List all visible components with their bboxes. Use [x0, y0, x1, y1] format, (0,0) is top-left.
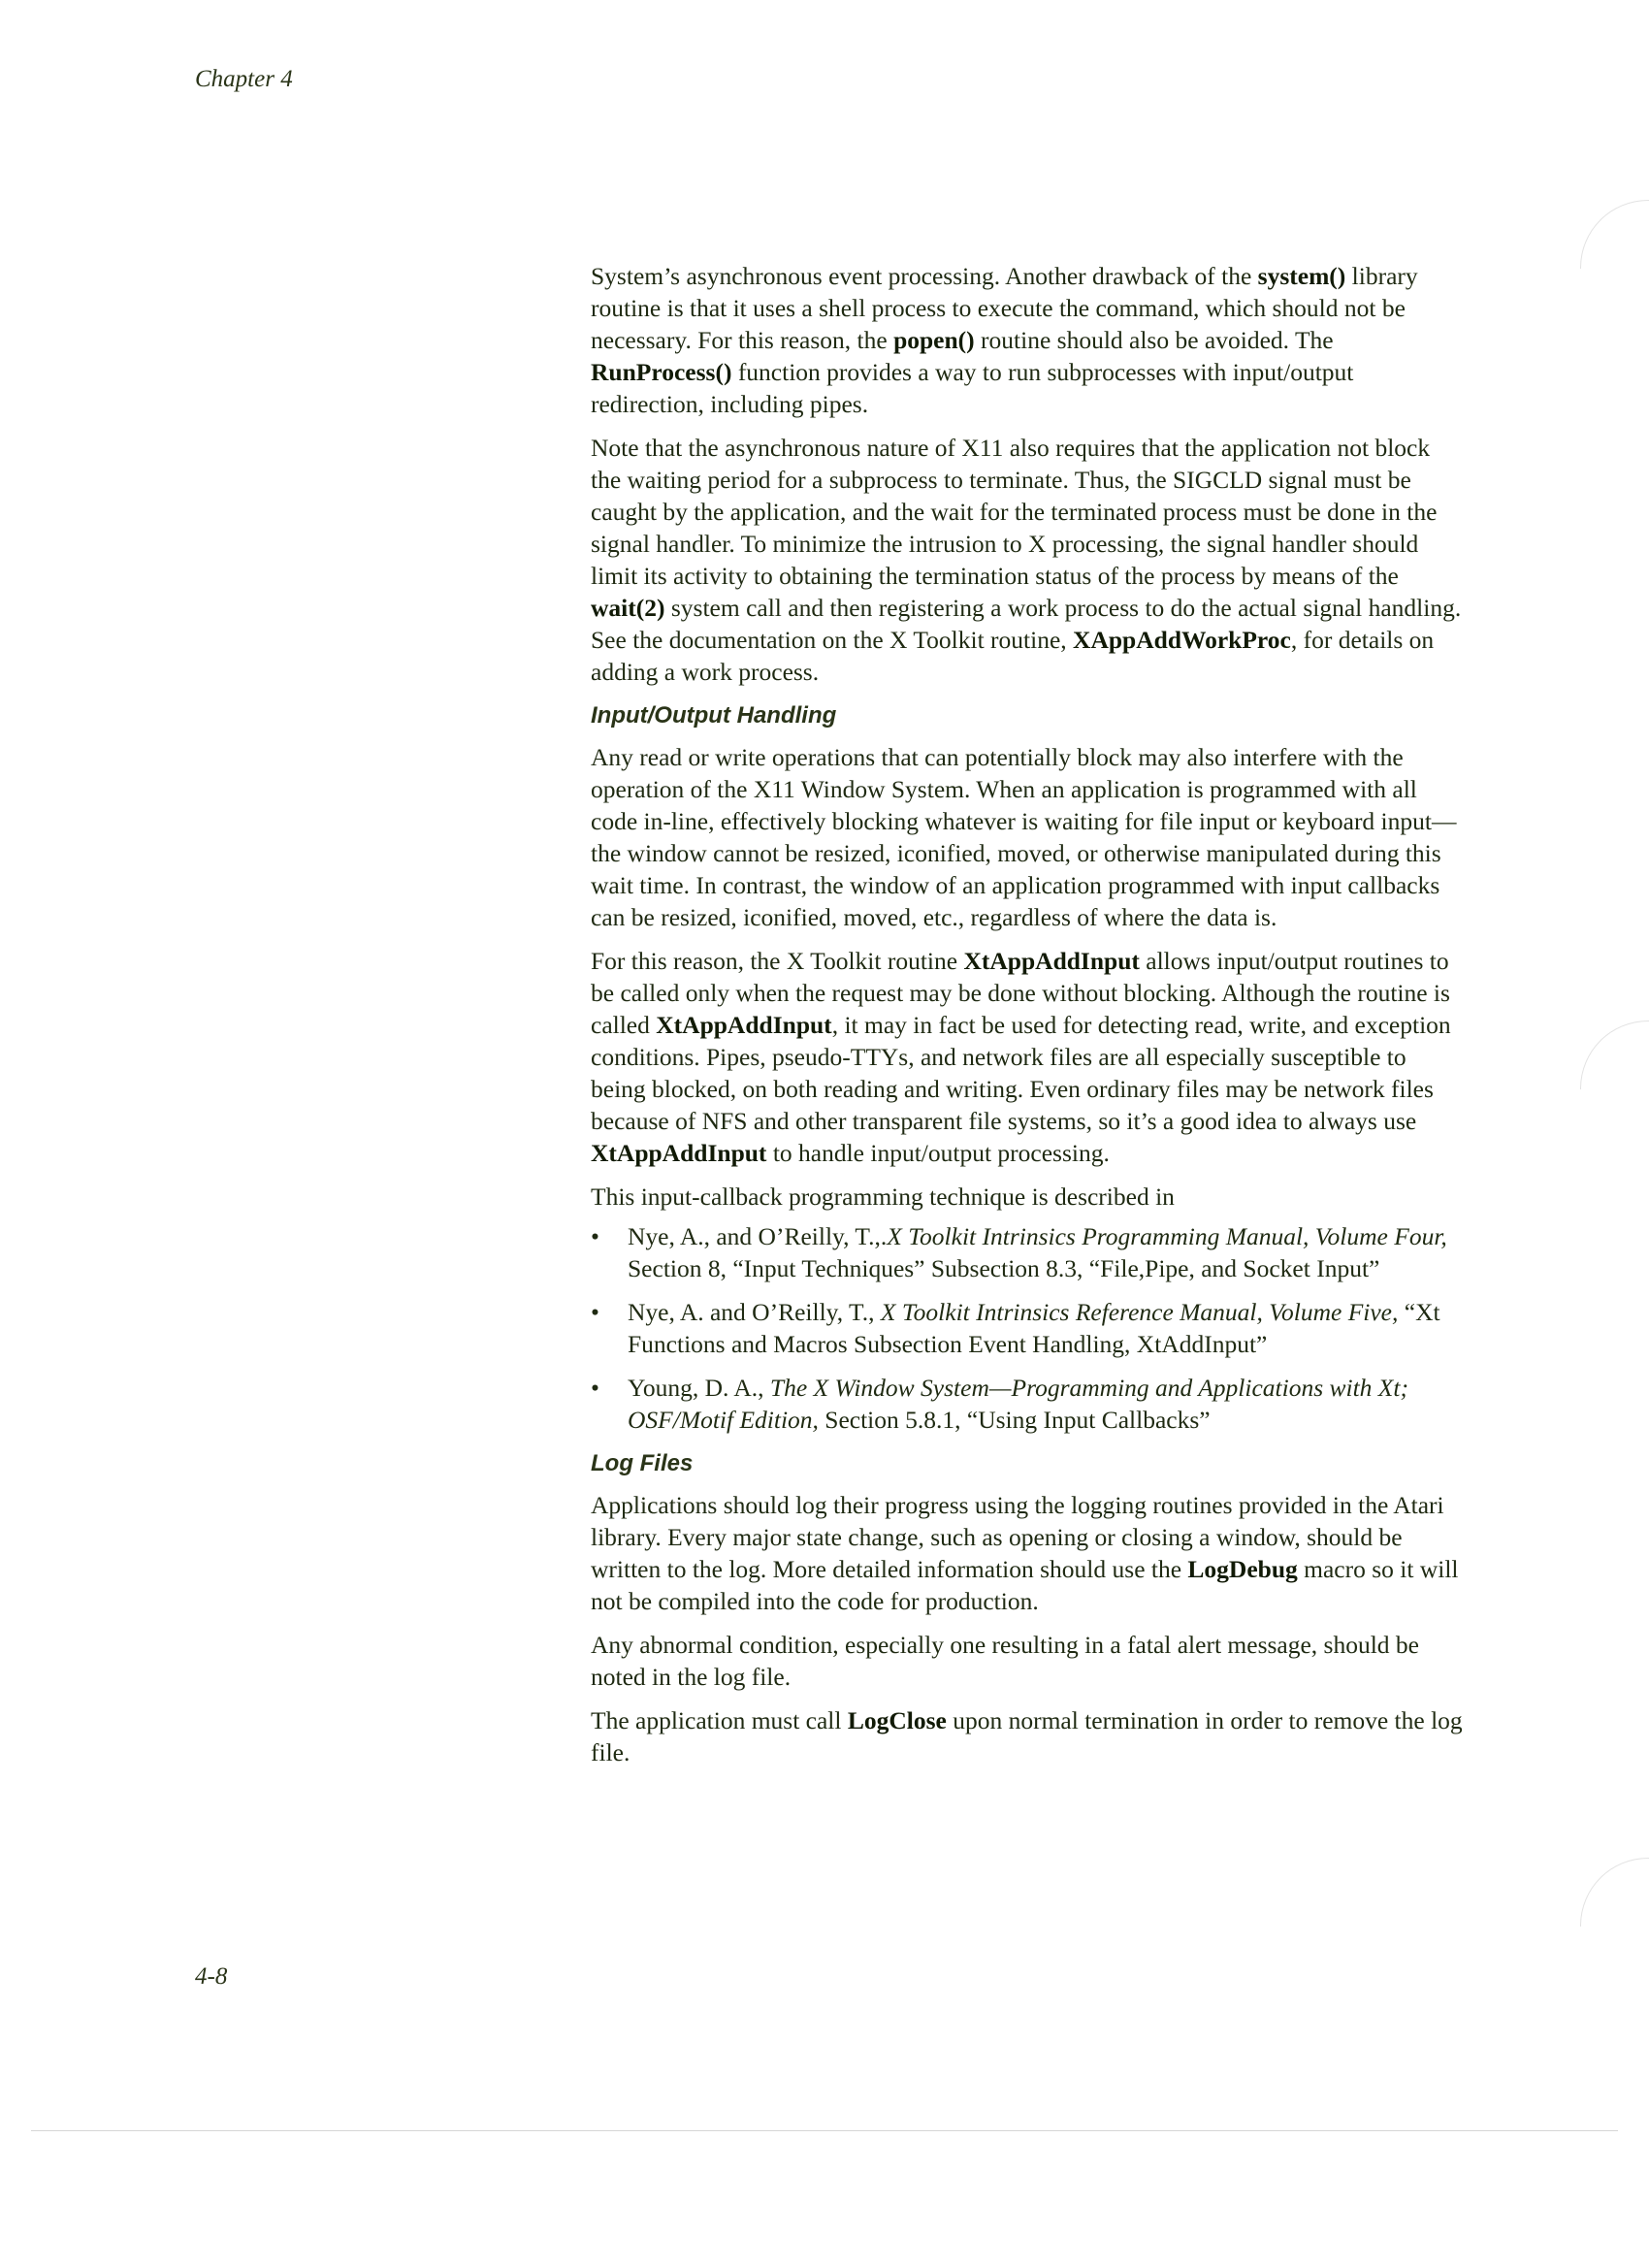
page-edge-rule — [31, 2130, 1618, 2131]
paragraph-logging: Applications should log their progress using the logging routines provided in the Atari library. Every major state change, such as opening or closing a window, should be written to the log. More detailed information should use the LogDebug macro so it will not be compiled into the code for production. — [591, 1491, 1459, 1615]
paragraph-system-routine: System’s asynchronous event processing. Another drawback of the system() library routine is that it uses a shell process to execute the command, which should not be necessary. For this reason, the popen() routine should also be avoided. The RunProcess() function provides a way to run subprocesses with input/output redirection, including pipes. — [591, 262, 1418, 418]
list-item: • Nye, A., and O’Reilly, T.,.X Toolkit Intrinsics Programming Manual, Volume Four, Section 8, “Input Techniques” Subsection 8.3, “File,Pipe, and Socket Input” — [591, 1222, 1447, 1282]
paragraph-abnormal: Any abnormal condition, especially one resulting in a fatal alert message, should be noted in the log file. — [591, 1631, 1420, 1691]
punch-hole-mark — [1580, 200, 1649, 269]
paragraph-technique-intro: This input-callback programming technique is described in — [591, 1183, 1175, 1211]
section-heading-input-output: Input/Output Handling — [591, 702, 837, 729]
paragraph-sigcld: Note that the asynchronous nature of X11 also requires that the application not block the waiting period for a subprocess to terminate. Thus, the SIGCLD signal must be caught by the application, and the wait for the terminated process must be done in the signal handler. To minimize the intrusion to X processing, the signal handler should limit its activity to obtaining the termination status of the process by means of the wait(2) system call and then registering a work process to do the actual signal handling. See the documentation on the X Toolkit routine, XAppAddWorkProc, for details on adding a work process. — [591, 434, 1462, 686]
book-title: X Toolkit Intrinsics Programming Manual, Volume Four, — [887, 1222, 1447, 1250]
reference-list — [591, 1220, 1464, 1436]
bullet: • — [591, 1298, 599, 1326]
book-title: The X Window System—Programming and Applications with Xt; OSF/Motif Edition, — [628, 1374, 1408, 1434]
code-term: LogClose — [847, 1706, 947, 1734]
bullet: • — [591, 1222, 599, 1250]
list-item: • Nye, A. and O’Reilly, T., X Toolkit Intrinsics Reference Manual, Volume Five, “Xt Functions and Macros Subsection Event Handling, XtAddInput” — [591, 1298, 1440, 1358]
code-term: system() — [1257, 262, 1346, 290]
code-term: LogDebug — [1187, 1555, 1298, 1583]
code-term: XtAppAddInput — [656, 1011, 832, 1039]
code-term: popen() — [893, 326, 975, 354]
page-number: 4-8 — [195, 1963, 228, 1990]
code-term: wait(2) — [591, 594, 665, 622]
paragraph-logclose: The application must call LogClose upon normal termination in order to remove the log file. — [591, 1706, 1463, 1766]
code-term: XAppAddWorkProc — [1073, 626, 1291, 654]
paragraph-xtappaddinput: For this reason, the X Toolkit routine XtAppAddInput allows input/output routines to be called only when the request may be done without blocking. Although the routine is called XtAppAddInput, it may in fact be used for detecting read, write, and exception conditions. Pipes, pseudo-TTYs, and network files are all especially susceptible to being blocked, on both reading and writing. Even ordinary files may be network files because of NFS and other transparent file systems, so it’s a good idea to always use XtAppAddInput to handle input/output processing. — [591, 947, 1451, 1167]
page-body — [591, 260, 1464, 1780]
list-item: • Young, D. A., The X Window System—Programming and Applications with Xt; OSF/Motif Edition, Section 5.8.1, “Using Input Callbacks” — [591, 1374, 1408, 1434]
paragraph-blocking: Any read or write operations that can potentially block may also interfere with the operation of the X11 Window System. When an application is programmed with all code in-line, effectively blocking whatever is waiting for file input or keyboard input—the window cannot be resized, iconified, moved, or otherwise manipulated during this wait time. In contrast, the window of an application programmed with input callbacks can be resized, iconified, moved, etc., regardless of where the data is. — [591, 743, 1457, 931]
code-term: XtAppAddInput — [591, 1139, 767, 1167]
book-title: X Toolkit Intrinsics Reference Manual, Volume Five, — [880, 1298, 1399, 1326]
section-heading-log-files: Log Files — [591, 1450, 694, 1476]
punch-hole-mark — [1580, 1021, 1649, 1089]
code-term: XtAppAddInput — [963, 947, 1140, 975]
code-term: RunProcess() — [591, 358, 732, 386]
bullet: • — [591, 1374, 599, 1402]
punch-hole-mark — [1580, 1858, 1649, 1927]
chapter-header: Chapter 4 — [195, 66, 293, 92]
